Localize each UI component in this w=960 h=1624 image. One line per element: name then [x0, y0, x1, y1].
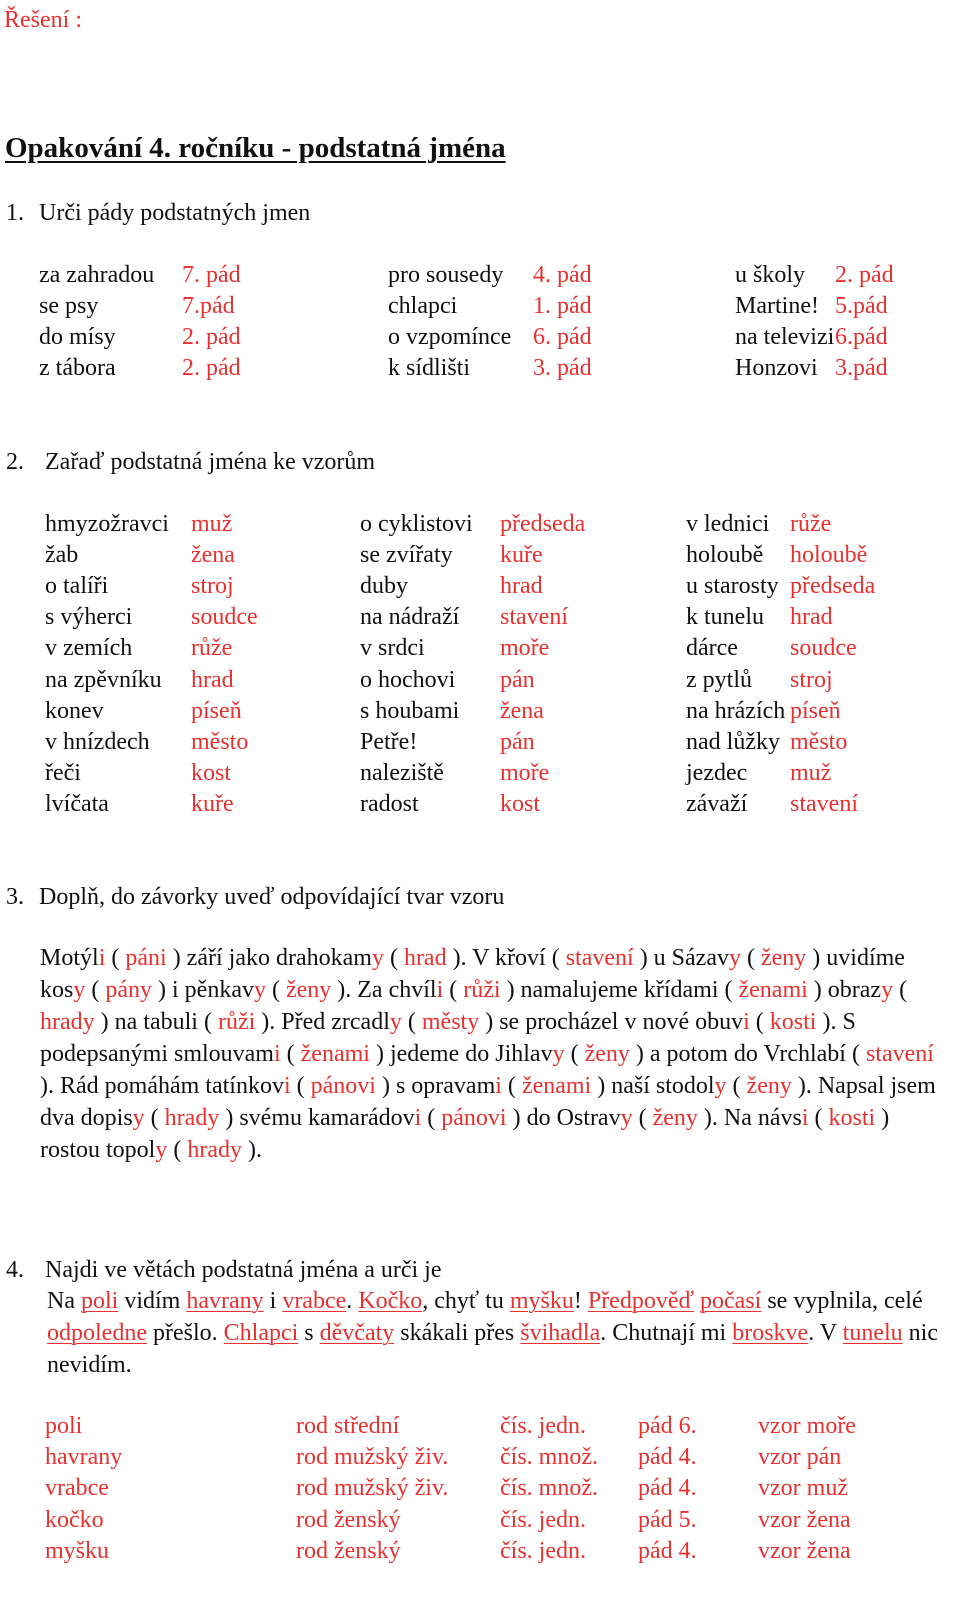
noun-underlined: Kočko — [358, 1288, 423, 1314]
sentence-text: ( — [501, 1073, 522, 1099]
noun-word: v lednici — [686, 511, 770, 537]
case-cell: pád 5. — [638, 1507, 697, 1533]
case-answer: 6. pád — [533, 324, 592, 350]
case-word: o vzpomínce — [388, 324, 512, 350]
pattern-cell: vzor pán — [758, 1444, 842, 1470]
sentence-text: ). S podepsanými smlouvam — [40, 1009, 856, 1067]
noun-word: na nádraží — [360, 604, 460, 630]
noun-word: lvíčata — [45, 791, 109, 817]
fill-answer: ženami — [738, 977, 808, 1003]
case-word: za zahradou — [39, 262, 155, 288]
noun-underlined: Chlapci — [223, 1320, 299, 1346]
pattern-answer: hrad — [790, 604, 833, 630]
pattern-answer: hrad — [500, 573, 543, 599]
fill-answer: i — [743, 1009, 750, 1035]
number-cell: čís. množ. — [500, 1444, 598, 1470]
noun-underlined: odpoledne — [47, 1320, 147, 1346]
sentence-text: ) a potom do Vrchlabí ( — [629, 1041, 866, 1067]
sentence-text: ( — [740, 945, 761, 971]
sentence-text: . — [346, 1288, 359, 1314]
fill-answer: městy — [421, 1009, 480, 1035]
sentence-text: se vyplnila, celé — [761, 1288, 923, 1314]
sentence-text: ) svému kamarádov — [219, 1105, 415, 1131]
case-word: se psy — [39, 293, 99, 319]
pattern-answer: muž — [790, 760, 832, 786]
sentence-text: ). Na návs — [697, 1105, 802, 1131]
fill-answer: i — [273, 1041, 281, 1067]
sentence-text: s — [298, 1320, 320, 1346]
sentence-text: . V — [808, 1320, 843, 1346]
noun-word: na zpěvníku — [45, 667, 162, 693]
case-word: u školy — [735, 262, 806, 288]
pattern-answer: hrad — [191, 667, 234, 693]
sentence-text: ) uvidíme kos — [40, 945, 905, 1003]
fill-answer: ženy — [746, 1073, 792, 1099]
fill-answer: y — [389, 1009, 402, 1035]
gender-cell: rod mužský živ. — [296, 1475, 449, 1501]
pattern-answer: pán — [500, 667, 535, 693]
fill-answer: hrad — [403, 945, 447, 971]
pattern-answer: stroj — [790, 667, 833, 693]
pattern-cell: vzor žena — [758, 1538, 851, 1564]
noun-word: s houbami — [360, 698, 460, 724]
fill-answer: růži — [217, 1009, 256, 1035]
sentence-text: ( — [749, 1009, 770, 1035]
pattern-answer: předseda — [500, 511, 586, 537]
pattern-answer: předseda — [790, 573, 876, 599]
noun-cell: havrany — [45, 1444, 123, 1470]
sentence-text: ( — [265, 977, 286, 1003]
noun-word: závaží — [686, 791, 748, 817]
case-cell: pád 4. — [638, 1538, 697, 1564]
pattern-answer: pán — [500, 729, 535, 755]
fill-answer: y — [73, 977, 86, 1003]
fill-answer: y — [728, 945, 741, 971]
noun-word: nad lůžky — [686, 729, 780, 755]
case-answer: 2. pád — [182, 324, 241, 350]
noun-cell: kočko — [45, 1507, 104, 1533]
sentence-text: ! — [573, 1288, 588, 1314]
sentence-text: Na — [47, 1288, 81, 1314]
task1-title: Urči pády podstatných jmen — [39, 200, 311, 226]
gender-cell: rod střední — [296, 1413, 400, 1439]
fill-answer: kosti — [828, 1105, 876, 1131]
noun-underlined: broskve — [732, 1320, 809, 1346]
case-answer: 7. pád — [182, 262, 241, 288]
noun-word: konev — [45, 698, 104, 724]
pattern-answer: město — [790, 729, 848, 755]
fill-answer: ženami — [300, 1041, 370, 1067]
sentence-text: nic nevidím. — [47, 1320, 938, 1378]
number-cell: čís. jedn. — [500, 1507, 586, 1533]
noun-underlined: poli — [80, 1288, 119, 1314]
pattern-cell: vzor muž — [758, 1475, 848, 1501]
fill-answer: páni — [125, 945, 167, 971]
fill-answer: hrady — [40, 1009, 95, 1035]
noun-word: Petře! — [360, 729, 418, 755]
noun-word: o talíři — [45, 573, 109, 599]
noun-word: o hochovi — [360, 667, 456, 693]
fill-answer: i — [495, 1073, 502, 1099]
case-word: z tábora — [39, 355, 116, 381]
pattern-answer: moře — [500, 635, 550, 661]
sentence-text: ) do Ostrav — [506, 1105, 621, 1131]
noun-word: jezdec — [686, 760, 748, 786]
pattern-cell: vzor žena — [758, 1507, 851, 1533]
sentence-text: ). Před zrcadl — [255, 1009, 390, 1035]
noun-underlined: švihadla — [520, 1320, 601, 1346]
task1-number: 1. — [6, 200, 24, 226]
sentence-text: ) naší stodol — [591, 1073, 715, 1099]
noun-cell: poli — [45, 1413, 83, 1439]
sentence-text: Motýl — [40, 945, 99, 971]
fill-answer: y — [552, 1041, 565, 1067]
sentence-text: ( — [144, 1105, 165, 1131]
fill-answer: y — [714, 1073, 727, 1099]
sentence-text: ( — [280, 1041, 301, 1067]
sentence-text: ). V křoví ( — [446, 945, 566, 971]
pattern-answer: město — [191, 729, 249, 755]
noun-underlined: tunelu — [842, 1320, 903, 1346]
noun-word: s výherci — [45, 604, 133, 630]
sentence-text: , chyť tu — [422, 1288, 510, 1314]
pattern-answer: stavení — [500, 604, 568, 630]
case-answer: 3. pád — [533, 355, 592, 381]
page-title: Opakování 4. ročníku - podstatná jména — [5, 132, 506, 164]
case-word: Martine! — [735, 293, 819, 319]
gender-cell: rod mužský živ. — [296, 1444, 449, 1470]
sentence-text: i — [263, 1288, 283, 1314]
fill-answer: růži — [463, 977, 501, 1003]
sentence-text: ( — [383, 945, 404, 971]
fill-answer: y — [132, 1105, 145, 1131]
pattern-answer: žena — [191, 542, 235, 568]
case-word: na televizi — [735, 324, 835, 350]
case-answer: 1. pád — [533, 293, 592, 319]
sentence-text: ) namalujeme křídami ( — [500, 977, 739, 1003]
fill-answer: ženy — [285, 977, 332, 1003]
noun-underlined: myšku — [509, 1288, 574, 1314]
sentence-text: ( — [632, 1105, 653, 1131]
sentence-text: ) u Sázav — [633, 945, 729, 971]
noun-cell: vrabce — [45, 1475, 109, 1501]
noun-cell: myšku — [45, 1538, 110, 1564]
case-word: Honzovi — [735, 355, 818, 381]
fill-answer: y — [881, 977, 894, 1003]
pattern-answer: kost — [191, 760, 232, 786]
sentence-text: ). Rád pomáhám tatínkov — [40, 1073, 284, 1099]
noun-word: na hrázích — [686, 698, 786, 724]
pattern-answer: muž — [191, 511, 233, 537]
task3-number: 3. — [6, 884, 24, 910]
sentence-text: ( — [421, 1105, 442, 1131]
fill-answer: i — [436, 977, 444, 1003]
case-answer: 2. pád — [835, 262, 894, 288]
fill-answer: i — [98, 945, 106, 971]
number-cell: čís. množ. — [500, 1475, 598, 1501]
sentence-text: ) s opravam — [375, 1073, 496, 1099]
sentence-text: ( — [290, 1073, 311, 1099]
noun-word: duby — [360, 573, 408, 599]
noun-word: z pytlů — [686, 667, 752, 693]
sentence-text: ) obraz — [807, 977, 882, 1003]
sentence-text: ) se procházel v nové obuv — [479, 1009, 744, 1035]
pattern-answer: stavení — [790, 791, 858, 817]
fill-answer: pánovi — [441, 1105, 507, 1131]
noun-word: radost — [360, 791, 419, 817]
sentence-text: ( — [443, 977, 464, 1003]
pattern-answer: soudce — [191, 604, 258, 630]
task2-title: Zařaď podstatná jména ke vzorům — [45, 449, 376, 475]
case-word: chlapci — [388, 293, 458, 319]
sentence-text: ) rostou topol — [40, 1105, 890, 1163]
fill-answer: ženy — [760, 945, 807, 971]
case-answer: 2. pád — [182, 355, 241, 381]
fill-answer: i — [414, 1105, 422, 1131]
fill-answer: ženami — [521, 1073, 592, 1099]
sentence-text: ) jedeme do Jihlav — [369, 1041, 553, 1067]
case-answer: 4. pád — [533, 262, 592, 288]
noun-word: holoubě — [686, 542, 764, 568]
sentence-text: ( — [401, 1009, 422, 1035]
sentence-text: ) na tabuli ( — [94, 1009, 218, 1035]
gender-cell: rod ženský — [296, 1538, 401, 1564]
noun-underlined: Předpověď — [587, 1288, 695, 1314]
fill-answer: kosti — [769, 1009, 817, 1035]
noun-underlined: havrany — [186, 1288, 264, 1314]
noun-underlined: počasí — [700, 1288, 762, 1314]
fill-answer: y — [155, 1137, 168, 1163]
fill-answer: pánovi — [310, 1073, 376, 1099]
task2-number: 2. — [6, 449, 24, 475]
pattern-answer: růže — [790, 511, 832, 537]
sentence-text: ( — [564, 1041, 585, 1067]
noun-word: v srdci — [360, 635, 425, 661]
fill-answer: y — [253, 977, 266, 1003]
case-answer: 3.pád — [835, 355, 888, 381]
task3-paragraph — [40, 942, 950, 1166]
solution-label: Řešení : — [4, 7, 82, 33]
sentence-text: ( — [808, 1105, 829, 1131]
noun-underlined: vrabce — [282, 1288, 347, 1314]
sentence-text: ( — [105, 945, 126, 971]
task4-number: 4. — [6, 1257, 24, 1283]
noun-word: v hnízdech — [45, 729, 150, 755]
noun-underlined: děvčaty — [319, 1320, 395, 1346]
sentence-text: ( — [726, 1073, 747, 1099]
fill-answer: y — [620, 1105, 633, 1131]
sentence-text: vidím — [118, 1288, 187, 1314]
noun-word: se zvířaty — [360, 542, 453, 568]
pattern-answer: soudce — [790, 635, 857, 661]
sentence-text: . Chutnají mi — [600, 1320, 733, 1346]
task4-title: Najdi ve větách podstatná jména a urči je — [45, 1257, 442, 1283]
fill-answer: ženy — [652, 1105, 698, 1131]
noun-word: u starosty — [686, 573, 779, 599]
noun-word: žab — [45, 542, 79, 568]
sentence-text: ). Napsal jsem dva dopis — [40, 1073, 936, 1131]
pattern-answer: kost — [500, 791, 541, 817]
pattern-answer: holoubě — [790, 542, 868, 568]
task3-title: Doplň, do závorky uveď odpovídající tvar vzoru — [39, 884, 505, 910]
noun-word: k tunelu — [686, 604, 764, 630]
case-word: pro sousedy — [388, 262, 504, 288]
case-answer: 6.pád — [835, 324, 888, 350]
noun-word: řeči — [45, 760, 81, 786]
fill-answer: hrady — [164, 1105, 220, 1131]
noun-word: hmyzožravci — [45, 511, 169, 537]
case-cell: pád 4. — [638, 1444, 697, 1470]
fill-answer: hrady — [187, 1137, 242, 1163]
fill-answer: pány — [105, 977, 152, 1003]
fill-answer: y — [371, 945, 384, 971]
case-cell: pád 6. — [638, 1413, 697, 1439]
pattern-answer: kuře — [191, 791, 234, 817]
pattern-answer: žena — [500, 698, 544, 724]
case-word: k sídlišti — [388, 355, 471, 381]
sentence-text: ) září jako drahokam — [166, 945, 372, 971]
pattern-answer: stroj — [191, 573, 234, 599]
fill-answer: stavení — [565, 945, 634, 971]
sentence-text: ) i pěnkav — [152, 977, 254, 1003]
case-word: do mísy — [39, 324, 116, 350]
pattern-answer: moře — [500, 760, 550, 786]
sentence-text: přešlo. — [146, 1320, 224, 1346]
noun-word: naleziště — [360, 760, 444, 786]
pattern-answer: píseň — [191, 698, 242, 724]
fill-answer: stavení — [865, 1041, 934, 1067]
fill-answer: i — [283, 1073, 291, 1099]
sentence-text: ( — [85, 977, 106, 1003]
number-cell: čís. jedn. — [500, 1538, 586, 1564]
noun-word: v zemích — [45, 635, 133, 661]
sentence-text: ). — [242, 1137, 262, 1163]
case-cell: pád 4. — [638, 1475, 697, 1501]
noun-word: o cyklistovi — [360, 511, 473, 537]
task4-paragraph — [47, 1285, 957, 1381]
sentence-text: ). Za chvíl — [331, 977, 437, 1003]
noun-word: dárce — [686, 635, 738, 661]
pattern-cell: vzor moře — [758, 1413, 856, 1439]
sentence-text: skákali přes — [394, 1320, 521, 1346]
fill-answer: ženy — [584, 1041, 630, 1067]
sentence-text: ( — [893, 977, 908, 1003]
fill-answer: i — [801, 1105, 809, 1131]
pattern-answer: kuře — [500, 542, 543, 568]
number-cell: čís. jedn. — [500, 1413, 586, 1439]
gender-cell: rod ženský — [296, 1507, 401, 1533]
case-answer: 5.pád — [835, 293, 888, 319]
case-answer: 7.pád — [182, 293, 235, 319]
pattern-answer: píseň — [790, 698, 841, 724]
sentence-text: ( — [167, 1137, 188, 1163]
pattern-answer: růže — [191, 635, 233, 661]
